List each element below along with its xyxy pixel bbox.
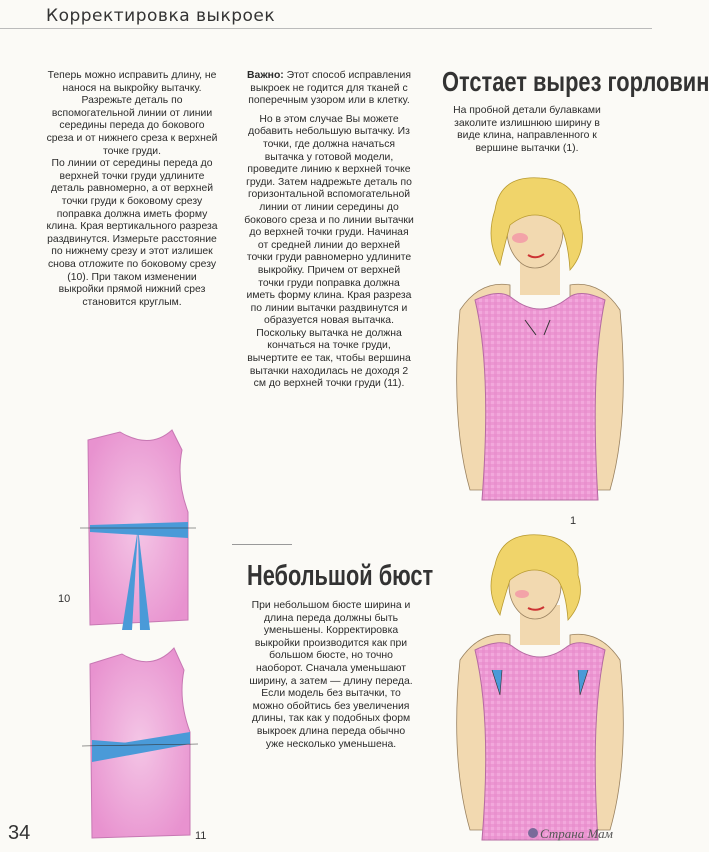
important-note: [244, 70, 414, 108]
paragraph: Теперь можно исправить длину, не нанося на выкройку вытачку. Разрежьте деталь по вспомогательной линии от линии середины переда до бокового среза и от нижнего среза к верхней точке груди.: [46, 70, 218, 157]
important-label: Важно:: [247, 70, 284, 81]
text-column-2: [244, 70, 414, 391]
section-heading-neckline: Отстает вырез горловин: [442, 66, 709, 97]
woman-illustration-fitting-2: [440, 530, 640, 840]
page-number: 34: [8, 822, 31, 844]
important-text: Этот способ исправления выкроек не годится для тканей с поперечным узором или в клетку.: [248, 70, 411, 107]
section-text-small-bust: При небольшом бюсте ширина и длина переда должны быть уменьшены. Корректировка выкройки производится как при большом бюсте, но точно наоборот. Сначала уменьшают ширину, а затем — длину переда. Если модель без вытачки, то можно обойтись без увеличения длины, так как у подобных форм выкроек длина переда обычно уже несколько уменьшена.: [249, 600, 413, 750]
paragraph: Но в этом случае Вы можете добавить небольшую вытачку. Из точки, где должна начаться вытачка у готовой модели, проведите линию к верхней точке груди. Затем надрежьте деталь по горизонтальной вспомогательной линии от линии середины до бокового среза и по линии вытачки до верхней точки груди. Начиная от средней линии до верхней точки груди равномерно удлините выкройку. Причем от верхней точки груди поправка должна иметь форму клина. Края разреза по линии вытачки раздвинутся и образуется новая вытачка. Поскольку вытачка не должна кончаться на точке груди, вычертите ее так, чтобы вершина вытачки находилась не доходя 2 см до верхней точки груди (11).: [244, 113, 414, 390]
pattern-figure-10: [80, 420, 200, 635]
figure-label-1: 1: [570, 515, 577, 527]
section-divider: [232, 544, 292, 545]
woman-illustration-fitting-1: [440, 170, 640, 510]
section-text-neckline: На пробной детали булавками заколите излишнюю ширину в виде клина, направленного к вершине вытачки (1).: [453, 105, 601, 154]
paragraph: По линии от середины переда до верхней точки груди удлините деталь равномерно, а от верхней точки груди к боковому срезу поправка должна иметь форму клина. Края вертикального разреза раздвинутся. Измерьте расстояние по нижнему срезу и этот излишек снова отложите по боковому срезу (10). При таком изменении выкройки прямой нижний срез становится круглым.: [46, 158, 218, 308]
page-header-title: Корректировка выкроек: [46, 6, 276, 26]
text-column-1: [46, 70, 218, 309]
figure-label-11: 11: [195, 830, 207, 842]
watermark-text: Страна Мам: [540, 826, 613, 841]
watermark-logo-icon: [528, 828, 538, 838]
pattern-figure-11: [82, 640, 202, 840]
section-heading-small-bust: Небольшой бюст: [247, 560, 434, 592]
header-divider: [0, 28, 652, 29]
figure-label-10: 10: [58, 593, 71, 605]
